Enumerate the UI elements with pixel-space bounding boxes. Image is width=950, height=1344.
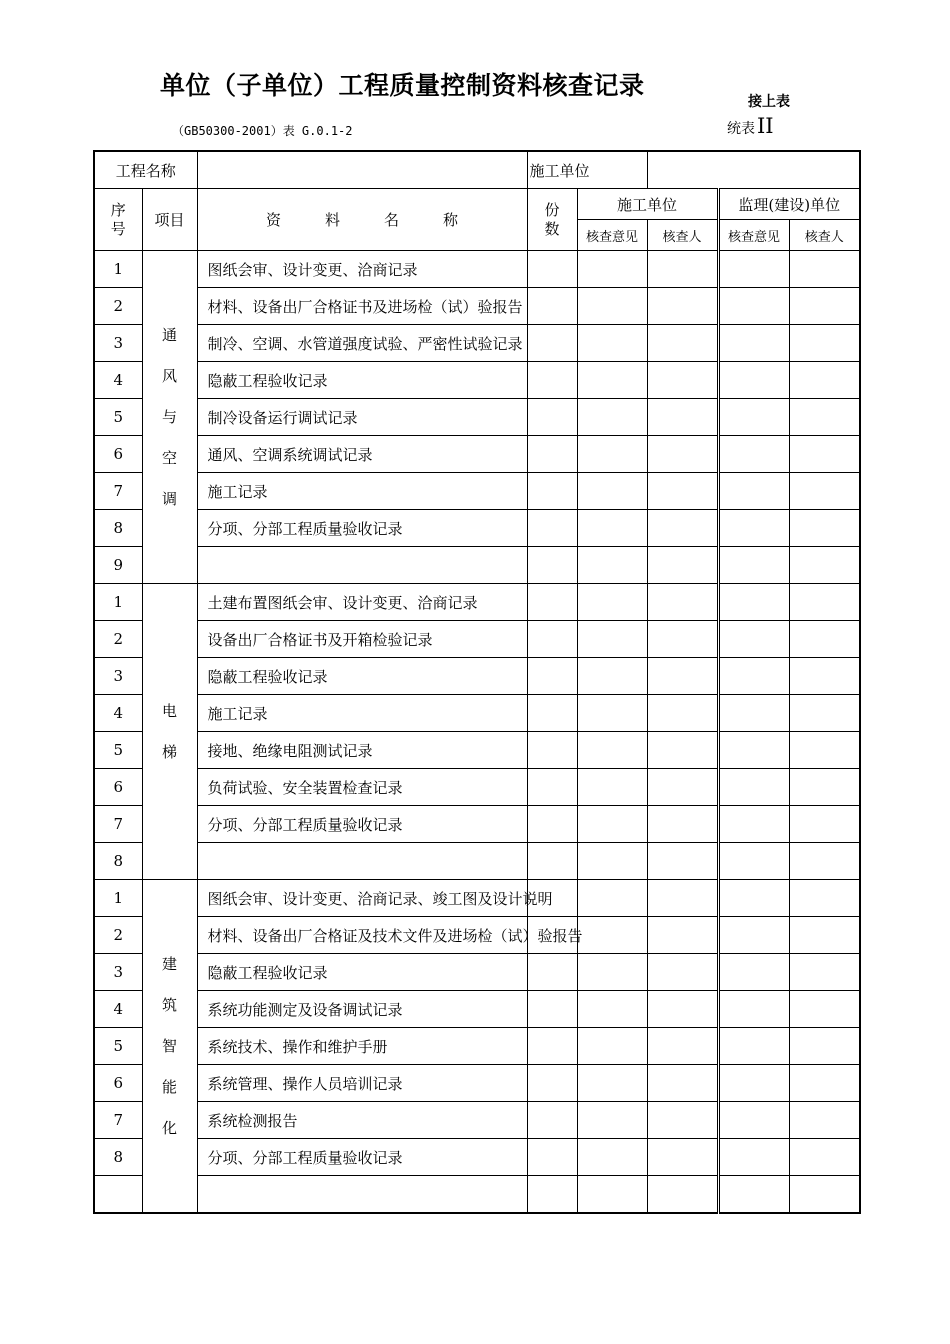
row-copies[interactable] bbox=[527, 251, 577, 288]
row-item bbox=[197, 1176, 527, 1214]
contractor-reviewer-header: 核查人 bbox=[647, 220, 718, 251]
table-row bbox=[94, 399, 860, 436]
row-item: 通风、空调系统调试记录 bbox=[197, 436, 527, 473]
project-header: 项目 bbox=[142, 189, 197, 251]
row-copies[interactable] bbox=[527, 1065, 577, 1102]
quality-control-table bbox=[93, 150, 861, 1214]
row-seq: 3 bbox=[94, 325, 142, 362]
row-supervisor-opinion[interactable] bbox=[718, 362, 789, 399]
continued-label: 接上表 bbox=[748, 94, 790, 110]
row-seq: 8 bbox=[94, 510, 142, 547]
row-seq: 7 bbox=[94, 473, 142, 510]
row-item: 负荷试验、安全装置检查记录 bbox=[197, 769, 527, 806]
row-supervisor-reviewer[interactable] bbox=[789, 251, 860, 288]
row-contractor-opinion[interactable] bbox=[577, 584, 647, 621]
sheet-label-text: 统表 bbox=[727, 121, 755, 137]
row-copies[interactable] bbox=[527, 1028, 577, 1065]
contractor-group-header: 施工单位 bbox=[577, 189, 718, 220]
row-copies[interactable] bbox=[527, 510, 577, 547]
row-contractor-reviewer[interactable] bbox=[647, 658, 718, 695]
row-contractor-reviewer[interactable] bbox=[647, 769, 718, 806]
row-seq: 8 bbox=[94, 1139, 142, 1176]
row-contractor-opinion[interactable] bbox=[577, 288, 647, 325]
column-header-row-1 bbox=[94, 189, 860, 220]
table-row bbox=[94, 732, 860, 769]
row-copies[interactable] bbox=[527, 1102, 577, 1139]
supervisor-group-header: 监理(建设)单位 bbox=[718, 189, 860, 220]
group-name-char: 梯 bbox=[162, 742, 178, 761]
row-seq: 2 bbox=[94, 917, 142, 954]
row-copies[interactable] bbox=[527, 399, 577, 436]
row-contractor-reviewer[interactable] bbox=[647, 251, 718, 288]
row-supervisor-reviewer[interactable] bbox=[789, 436, 860, 473]
table-row bbox=[94, 251, 860, 288]
row-seq: 1 bbox=[94, 880, 142, 917]
row-seq: 6 bbox=[94, 769, 142, 806]
group-name-char: 智 bbox=[162, 1036, 178, 1055]
table-row bbox=[94, 695, 860, 732]
row-copies[interactable] bbox=[527, 436, 577, 473]
row-contractor-reviewer[interactable] bbox=[647, 880, 718, 917]
row-item bbox=[197, 547, 527, 584]
row-contractor-opinion[interactable] bbox=[577, 917, 647, 954]
row-contractor-reviewer[interactable] bbox=[647, 288, 718, 325]
group-name-char: 风 bbox=[162, 366, 178, 385]
document-title: 单位（子单位）工程质量控制资料核查记录 bbox=[160, 71, 645, 100]
row-supervisor-opinion[interactable] bbox=[718, 1139, 789, 1176]
table-row bbox=[94, 954, 860, 991]
row-supervisor-reviewer[interactable] bbox=[789, 288, 860, 325]
row-contractor-reviewer[interactable] bbox=[647, 806, 718, 843]
seq-header: 序 号 bbox=[94, 189, 142, 251]
row-seq: 8 bbox=[94, 843, 142, 880]
group-name-char: 建 bbox=[162, 954, 178, 973]
row-supervisor-opinion[interactable] bbox=[718, 1028, 789, 1065]
row-supervisor-reviewer[interactable] bbox=[789, 695, 860, 732]
row-supervisor-reviewer[interactable] bbox=[789, 584, 860, 621]
table-row bbox=[94, 325, 860, 362]
group-name-char: 能 bbox=[162, 1077, 178, 1096]
row-contractor-opinion[interactable] bbox=[577, 1102, 647, 1139]
table-row bbox=[94, 436, 860, 473]
row-copies[interactable] bbox=[527, 1176, 577, 1214]
row-seq: 5 bbox=[94, 732, 142, 769]
row-item: 施工记录 bbox=[197, 695, 527, 732]
row-item: 系统功能测定及设备调试记录 bbox=[197, 991, 527, 1028]
row-item: 隐蔽工程验收记录 bbox=[197, 954, 527, 991]
row-supervisor-reviewer[interactable] bbox=[789, 1176, 860, 1214]
row-item: 材料、设备出厂合格证书及进场检（试）验报告 bbox=[197, 288, 527, 325]
row-seq: 4 bbox=[94, 991, 142, 1028]
sheet-label bbox=[727, 114, 774, 138]
table-row bbox=[94, 547, 860, 584]
table-row bbox=[94, 1028, 860, 1065]
row-supervisor-opinion[interactable] bbox=[718, 843, 789, 880]
row-supervisor-opinion[interactable] bbox=[718, 621, 789, 658]
row-contractor-opinion[interactable] bbox=[577, 843, 647, 880]
row-contractor-reviewer[interactable] bbox=[647, 843, 718, 880]
row-supervisor-reviewer[interactable] bbox=[789, 547, 860, 584]
row-contractor-reviewer[interactable] bbox=[647, 917, 718, 954]
contractor-label: 施工单位 bbox=[527, 151, 647, 189]
row-supervisor-reviewer[interactable] bbox=[789, 473, 860, 510]
row-copies[interactable] bbox=[527, 547, 577, 584]
row-seq: 2 bbox=[94, 288, 142, 325]
row-contractor-opinion[interactable] bbox=[577, 732, 647, 769]
row-supervisor-reviewer[interactable] bbox=[789, 1102, 860, 1139]
row-contractor-reviewer[interactable] bbox=[647, 436, 718, 473]
row-item: 分项、分部工程质量验收记录 bbox=[197, 1139, 527, 1176]
row-item: 分项、分部工程质量验收记录 bbox=[197, 806, 527, 843]
table-row bbox=[94, 1139, 860, 1176]
row-copies[interactable] bbox=[527, 843, 577, 880]
row-supervisor-opinion[interactable] bbox=[718, 1102, 789, 1139]
group-name-char: 调 bbox=[162, 489, 178, 508]
row-contractor-reviewer[interactable] bbox=[647, 473, 718, 510]
table-row bbox=[94, 843, 860, 880]
row-seq: 1 bbox=[94, 584, 142, 621]
contractor-value[interactable] bbox=[647, 151, 860, 189]
row-supervisor-reviewer[interactable] bbox=[789, 510, 860, 547]
row-seq: 2 bbox=[94, 621, 142, 658]
row-seq: 6 bbox=[94, 436, 142, 473]
row-seq: 3 bbox=[94, 658, 142, 695]
row-contractor-opinion[interactable] bbox=[577, 399, 647, 436]
project-info-row bbox=[94, 151, 860, 189]
row-item bbox=[197, 843, 527, 880]
row-contractor-opinion[interactable] bbox=[577, 436, 647, 473]
row-contractor-opinion[interactable] bbox=[577, 880, 647, 917]
row-copies[interactable] bbox=[527, 1139, 577, 1176]
row-item: 制冷、空调、水管道强度试验、严密性试验记录 bbox=[197, 325, 527, 362]
row-item: 隐蔽工程验收记录 bbox=[197, 362, 527, 399]
row-copies[interactable] bbox=[527, 769, 577, 806]
row-supervisor-reviewer[interactable] bbox=[789, 399, 860, 436]
group-name-char: 通 bbox=[162, 325, 178, 344]
row-contractor-reviewer[interactable] bbox=[647, 1065, 718, 1102]
row-copies[interactable] bbox=[527, 362, 577, 399]
row-contractor-opinion[interactable] bbox=[577, 991, 647, 1028]
row-supervisor-opinion[interactable] bbox=[718, 880, 789, 917]
row-contractor-opinion[interactable] bbox=[577, 806, 647, 843]
row-contractor-reviewer[interactable] bbox=[647, 1102, 718, 1139]
row-seq: 9 bbox=[94, 547, 142, 584]
row-supervisor-reviewer[interactable] bbox=[789, 1065, 860, 1102]
row-item: 系统管理、操作人员培训记录 bbox=[197, 1065, 527, 1102]
row-copies[interactable] bbox=[527, 732, 577, 769]
row-supervisor-opinion[interactable] bbox=[718, 325, 789, 362]
row-supervisor-reviewer[interactable] bbox=[789, 991, 860, 1028]
row-supervisor-opinion[interactable] bbox=[718, 547, 789, 584]
copies-header: 份 数 bbox=[527, 189, 577, 251]
row-item: 图纸会审、设计变更、洽商记录 bbox=[197, 251, 527, 288]
project-name-value[interactable] bbox=[197, 151, 527, 189]
row-contractor-reviewer[interactable] bbox=[647, 325, 718, 362]
row-item: 制冷设备运行调试记录 bbox=[197, 399, 527, 436]
row-seq bbox=[94, 1176, 142, 1214]
table-row bbox=[94, 1065, 860, 1102]
row-supervisor-reviewer[interactable] bbox=[789, 954, 860, 991]
row-supervisor-opinion[interactable] bbox=[718, 806, 789, 843]
row-supervisor-opinion[interactable] bbox=[718, 658, 789, 695]
row-contractor-reviewer[interactable] bbox=[647, 991, 718, 1028]
row-contractor-reviewer[interactable] bbox=[647, 362, 718, 399]
row-supervisor-reviewer[interactable] bbox=[789, 732, 860, 769]
group-name bbox=[142, 251, 197, 584]
row-supervisor-reviewer[interactable] bbox=[789, 806, 860, 843]
row-seq: 3 bbox=[94, 954, 142, 991]
row-copies[interactable] bbox=[527, 473, 577, 510]
row-contractor-reviewer[interactable] bbox=[647, 954, 718, 991]
table-row bbox=[94, 991, 860, 1028]
table-row bbox=[94, 917, 860, 954]
row-contractor-opinion[interactable] bbox=[577, 695, 647, 732]
table-row bbox=[94, 288, 860, 325]
row-contractor-opinion[interactable] bbox=[577, 362, 647, 399]
row-supervisor-reviewer[interactable] bbox=[789, 769, 860, 806]
table-row bbox=[94, 584, 860, 621]
row-contractor-reviewer[interactable] bbox=[647, 584, 718, 621]
table-row bbox=[94, 510, 860, 547]
row-item: 施工记录 bbox=[197, 473, 527, 510]
row-supervisor-opinion[interactable] bbox=[718, 399, 789, 436]
row-copies[interactable] bbox=[527, 658, 577, 695]
row-contractor-reviewer[interactable] bbox=[647, 621, 718, 658]
row-contractor-reviewer[interactable] bbox=[647, 695, 718, 732]
row-item: 土建布置图纸会审、设计变更、洽商记录 bbox=[197, 584, 527, 621]
row-contractor-reviewer[interactable] bbox=[647, 510, 718, 547]
table-row bbox=[94, 769, 860, 806]
group-name-char: 空 bbox=[162, 448, 178, 467]
table-row bbox=[94, 621, 860, 658]
row-supervisor-reviewer[interactable] bbox=[789, 1139, 860, 1176]
row-seq: 1 bbox=[94, 251, 142, 288]
row-contractor-opinion[interactable] bbox=[577, 621, 647, 658]
table-row bbox=[94, 658, 860, 695]
row-contractor-reviewer[interactable] bbox=[647, 547, 718, 584]
row-contractor-opinion[interactable] bbox=[577, 473, 647, 510]
row-supervisor-opinion[interactable] bbox=[718, 436, 789, 473]
row-supervisor-opinion[interactable] bbox=[718, 769, 789, 806]
row-copies[interactable] bbox=[527, 806, 577, 843]
row-copies[interactable] bbox=[527, 584, 577, 621]
row-supervisor-reviewer[interactable] bbox=[789, 362, 860, 399]
row-contractor-opinion[interactable] bbox=[577, 1028, 647, 1065]
row-supervisor-opinion[interactable] bbox=[718, 991, 789, 1028]
table-row bbox=[94, 880, 860, 917]
group-name bbox=[142, 584, 197, 880]
row-supervisor-opinion[interactable] bbox=[718, 954, 789, 991]
row-contractor-opinion[interactable] bbox=[577, 954, 647, 991]
row-seq: 5 bbox=[94, 399, 142, 436]
row-contractor-opinion[interactable] bbox=[577, 1139, 647, 1176]
row-copies[interactable] bbox=[527, 991, 577, 1028]
supervisor-reviewer-header: 核查人 bbox=[789, 220, 860, 251]
row-seq: 4 bbox=[94, 695, 142, 732]
row-copies[interactable] bbox=[527, 954, 577, 991]
row-contractor-opinion[interactable] bbox=[577, 325, 647, 362]
row-item: 接地、绝缘电阻测试记录 bbox=[197, 732, 527, 769]
row-supervisor-reviewer[interactable] bbox=[789, 917, 860, 954]
row-contractor-opinion[interactable] bbox=[577, 1065, 647, 1102]
row-contractor-reviewer[interactable] bbox=[647, 1176, 718, 1214]
row-supervisor-opinion[interactable] bbox=[718, 1176, 789, 1214]
row-seq: 7 bbox=[94, 806, 142, 843]
row-supervisor-reviewer[interactable] bbox=[789, 325, 860, 362]
supervisor-opinion-header: 核查意见 bbox=[718, 220, 789, 251]
table-row bbox=[94, 362, 860, 399]
group-name-char: 筑 bbox=[162, 995, 178, 1014]
row-seq: 6 bbox=[94, 1065, 142, 1102]
group-name-char: 电 bbox=[162, 701, 178, 720]
row-contractor-opinion[interactable] bbox=[577, 769, 647, 806]
row-supervisor-reviewer[interactable] bbox=[789, 880, 860, 917]
table-row bbox=[94, 806, 860, 843]
row-supervisor-opinion[interactable] bbox=[718, 584, 789, 621]
row-supervisor-reviewer[interactable] bbox=[789, 658, 860, 695]
name-header: 资 料 名 称 bbox=[197, 189, 527, 251]
row-supervisor-opinion[interactable] bbox=[718, 695, 789, 732]
row-supervisor-opinion[interactable] bbox=[718, 473, 789, 510]
row-supervisor-opinion[interactable] bbox=[718, 732, 789, 769]
group-name bbox=[142, 880, 197, 1214]
row-contractor-reviewer[interactable] bbox=[647, 399, 718, 436]
row-item: 分项、分部工程质量验收记录 bbox=[197, 510, 527, 547]
standard-code: （GB50300-2001）表 G.0.1-2 bbox=[172, 124, 353, 138]
row-seq: 5 bbox=[94, 1028, 142, 1065]
contractor-opinion-header: 核查意见 bbox=[577, 220, 647, 251]
row-copies[interactable] bbox=[527, 621, 577, 658]
row-item: 图纸会审、设计变更、洽商记录、竣工图及设计说明 bbox=[197, 880, 527, 917]
row-supervisor-opinion[interactable] bbox=[718, 288, 789, 325]
row-contractor-opinion[interactable] bbox=[577, 510, 647, 547]
row-supervisor-opinion[interactable] bbox=[718, 510, 789, 547]
row-item: 设备出厂合格证书及开箱检验记录 bbox=[197, 621, 527, 658]
group-name-char: 化 bbox=[162, 1118, 178, 1137]
row-contractor-opinion[interactable] bbox=[577, 547, 647, 584]
row-supervisor-opinion[interactable] bbox=[718, 917, 789, 954]
row-item: 系统技术、操作和维护手册 bbox=[197, 1028, 527, 1065]
sheet-number: II bbox=[757, 114, 774, 138]
row-contractor-reviewer[interactable] bbox=[647, 732, 718, 769]
table-row bbox=[94, 473, 860, 510]
row-supervisor-reviewer[interactable] bbox=[789, 621, 860, 658]
row-seq: 4 bbox=[94, 362, 142, 399]
group-name-char: 与 bbox=[162, 407, 178, 426]
row-contractor-opinion[interactable] bbox=[577, 251, 647, 288]
row-supervisor-opinion[interactable] bbox=[718, 1065, 789, 1102]
row-copies[interactable] bbox=[527, 325, 577, 362]
row-copies[interactable] bbox=[527, 695, 577, 732]
row-seq: 7 bbox=[94, 1102, 142, 1139]
row-item: 系统检测报告 bbox=[197, 1102, 527, 1139]
table-row bbox=[94, 1102, 860, 1139]
row-item: 材料、设备出厂合格证及技术文件及进场检（试）验报告 bbox=[197, 917, 527, 954]
table-row bbox=[94, 1176, 860, 1214]
row-item: 隐蔽工程验收记录 bbox=[197, 658, 527, 695]
row-contractor-reviewer[interactable] bbox=[647, 1028, 718, 1065]
row-contractor-reviewer[interactable] bbox=[647, 1139, 718, 1176]
row-supervisor-reviewer[interactable] bbox=[789, 1028, 860, 1065]
project-name-label: 工程名称 bbox=[94, 151, 197, 189]
row-supervisor-reviewer[interactable] bbox=[789, 843, 860, 880]
row-copies[interactable] bbox=[527, 288, 577, 325]
row-contractor-opinion[interactable] bbox=[577, 1176, 647, 1214]
row-supervisor-opinion[interactable] bbox=[718, 251, 789, 288]
row-contractor-opinion[interactable] bbox=[577, 658, 647, 695]
